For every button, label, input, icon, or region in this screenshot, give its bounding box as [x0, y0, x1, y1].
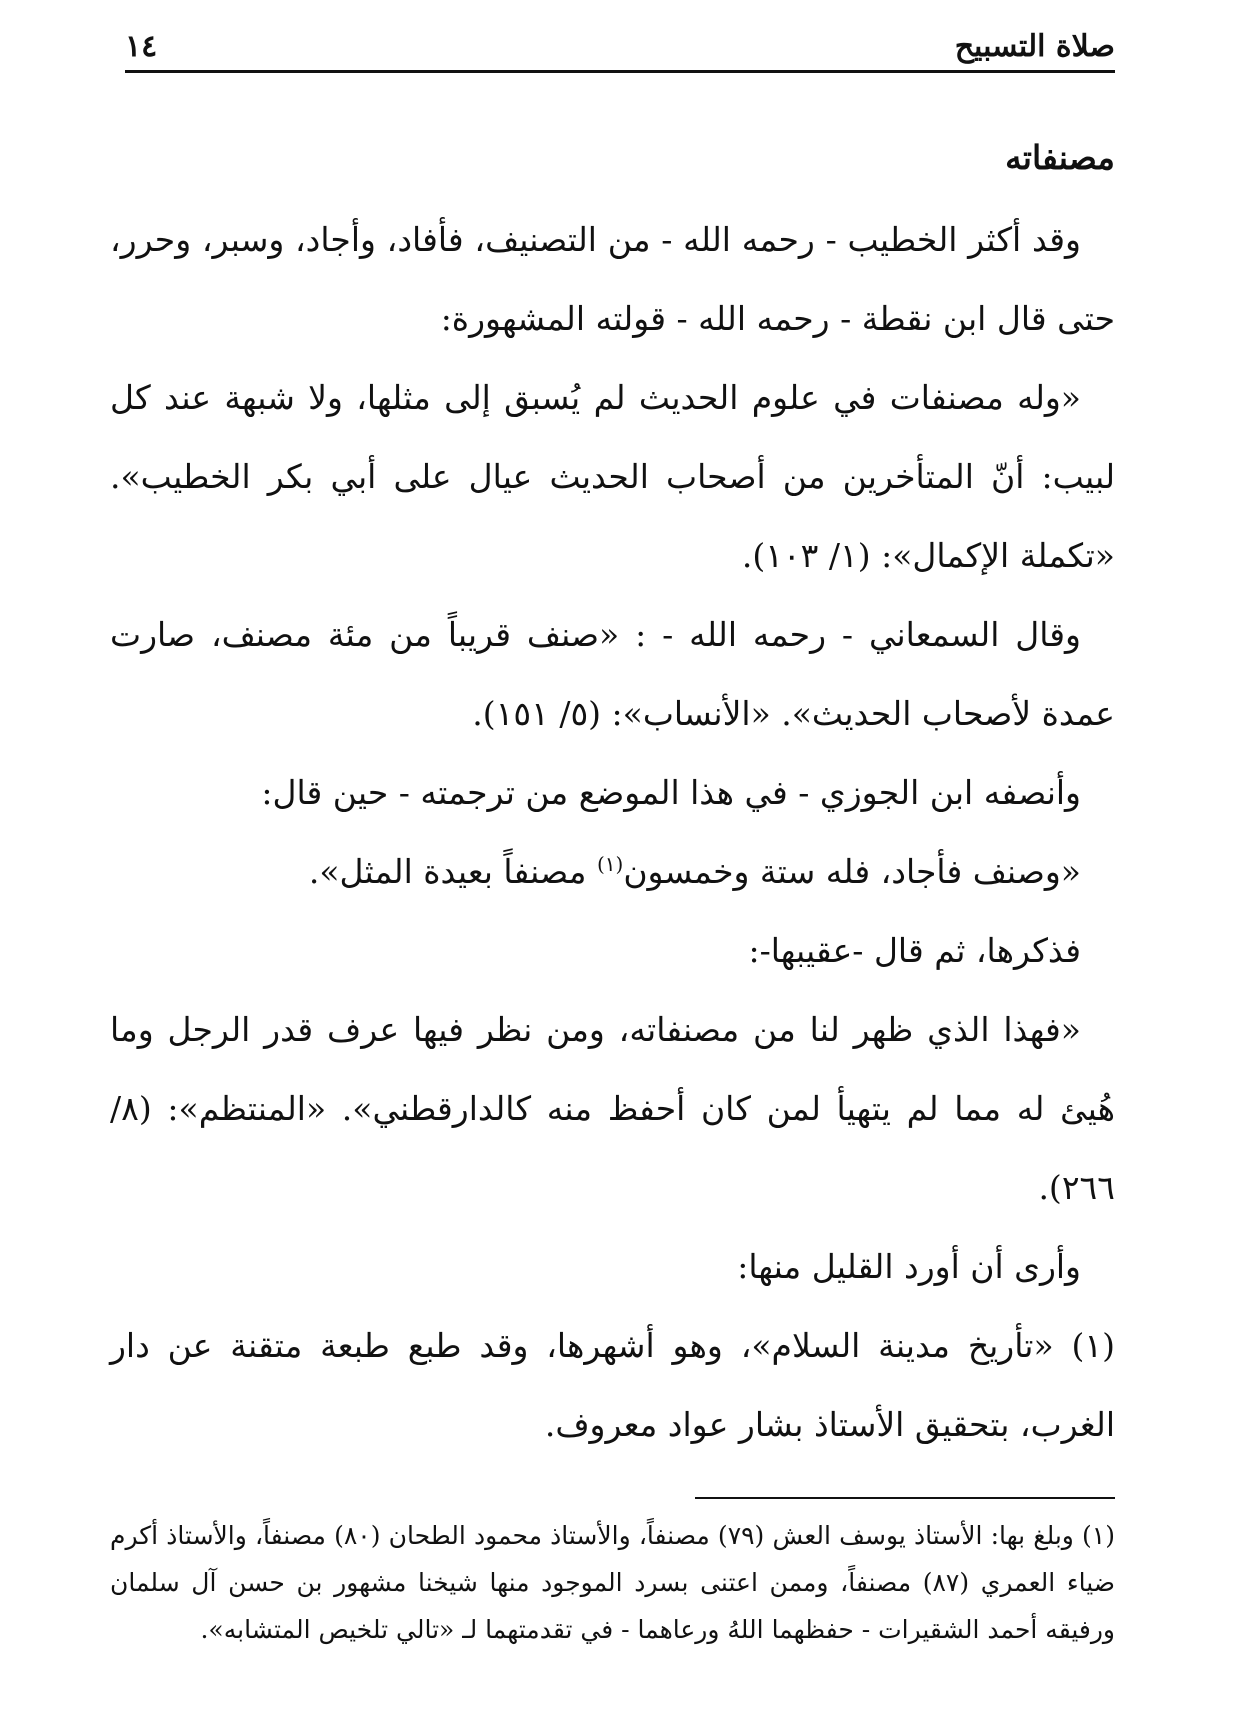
quote-text: «وصنف فأجاد، فله ستة وخمسون — [623, 852, 1081, 891]
paragraph: وأنصفه ابن الجوزي - في هذا الموضع من ترجمته - حين قال: — [261, 773, 1081, 812]
paragraph: «فهذا الذي ظهر لنا من مصنفاته، ومن نظر فيها عرف قدر الرجل وما هُيئ له مما لم يتهيأ لمن كان أحفظ منه كالدارقطني». «المنتظم»: (٨/ ٢٦٦). — [110, 1010, 1115, 1207]
quote-text: مصنفاً بعيدة المثل». — [308, 852, 587, 891]
footnote-divider — [695, 1497, 1115, 1499]
body-text — [110, 118, 1115, 1464]
paragraph: فذكرها، ثم قال -عقيبها-: — [748, 931, 1081, 970]
page-header — [125, 18, 1115, 73]
section-heading: مصنفاته — [1005, 138, 1115, 177]
page-number: ١٤ — [125, 29, 158, 64]
paragraph: «وله مصنفات في علوم الحديث لم يُسبق إلى مثلها، ولا شبهة عند كل لبيب: أنّ المتأخرين من أصحاب الحديث عيال على أبي بكر الخطيب». «تكملة الإكمال»: (١/ ١٠٣). — [110, 378, 1115, 575]
list-item: (١) «تأريخ مدينة السلام»، وهو أشهرها، وقد طبع طبعة متقنة عن دار الغرب، بتحقيق الأستاذ بشار عواد معروف. — [110, 1326, 1115, 1444]
paragraph: وقال السمعاني - رحمه الله - : «صنف قريباً من مئة مصنف، صارت عمدة لأصحاب الحديث». «الأنساب»: (٥/ ١٥١). — [110, 615, 1115, 733]
running-title: صلاة التسبيح — [954, 29, 1115, 64]
footnote: (١) وبلغ بها: الأستاذ يوسف العش (٧٩) مصنفاً، والأستاذ محمود الطحان (٨٠) مصنفاً، والأستاذ أكرم ضياء العمري (٨٧) مصنفاً، وممن اعتنى بسرد الموجود منها شيخنا مشهور بن حسن آل سلمان ورفيقه أحمد الشقيرات - حفظهما اللهُ ورعاهما - في تقدمتهما لـ «تالي تلخيص المتشابه». — [110, 1521, 1116, 1644]
paragraph: وأرى أن أورد القليل منها: — [737, 1247, 1081, 1286]
paragraph: وقد أكثر الخطيب - رحمه الله - من التصنيف، فأفاد، وأجاد، وسبر، وحرر، حتى قال ابن نقطة - رحمه الله - قولته المشهورة: — [110, 220, 1115, 338]
quote-paragraph — [110, 832, 1115, 911]
footnote-reference[interactable]: (١) — [596, 852, 624, 876]
footnotes — [110, 1512, 1115, 1653]
